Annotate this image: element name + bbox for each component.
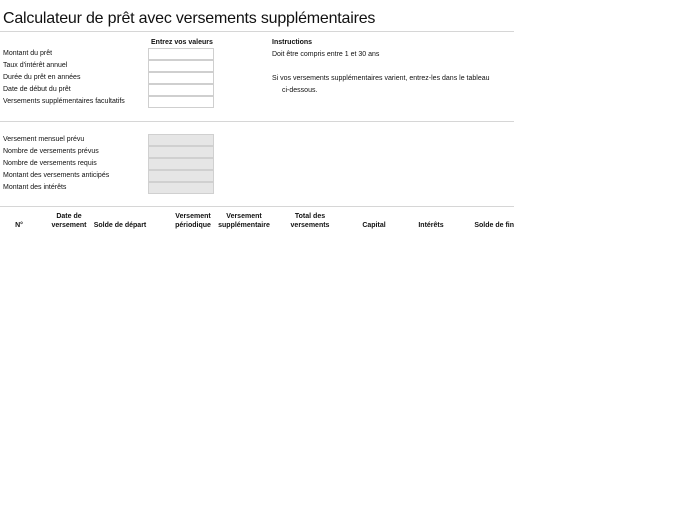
instruction-extra-payments: Si vos versements supplémentaires varient, entrez-les dans le tableau xyxy=(272,75,490,82)
total-interest-label: Montant des intérêts xyxy=(3,184,67,191)
col-header-principal-line1 xyxy=(356,212,392,221)
col-header-number-line1 xyxy=(12,212,26,221)
col-header-number xyxy=(12,212,26,230)
col-header-payment-date xyxy=(48,212,90,230)
interest-rate-label: Taux d'intérêt annuel xyxy=(3,62,68,69)
col-header-extra-payment-line2: supplémentaire xyxy=(218,222,270,229)
col-header-interest-line2: Intérêts xyxy=(418,222,444,229)
col-header-total-payment xyxy=(284,212,336,230)
col-header-payment-date-line1: Date de xyxy=(56,213,82,220)
col-header-ending-balance-line2: Solde de fin xyxy=(474,222,514,229)
scheduled-payments-label: Nombre de versements prévus xyxy=(3,148,99,155)
early-payments-value xyxy=(148,170,214,182)
start-date-input[interactable] xyxy=(148,84,214,96)
extra-payments-input[interactable] xyxy=(148,96,214,108)
instructions-header: Instructions xyxy=(272,39,313,46)
col-header-principal xyxy=(356,212,392,230)
loan-amount-input[interactable] xyxy=(148,48,214,60)
required-payments-label: Nombre de versements requis xyxy=(3,160,97,167)
col-header-scheduled-payment-line1: Versement xyxy=(175,213,211,220)
instruction-term-range: Doit être compris entre 1 et 30 ans xyxy=(272,51,380,58)
scheduled-payments-value xyxy=(148,146,214,158)
monthly-payment-value xyxy=(148,134,214,146)
interest-rate-input[interactable] xyxy=(148,60,214,72)
col-header-ending-balance xyxy=(462,212,514,230)
col-header-ending-balance-line1 xyxy=(462,212,514,221)
extra-payments-label: Versements supplémentaires facultatifs xyxy=(3,98,125,105)
schedule-divider xyxy=(0,206,514,207)
col-header-scheduled-payment xyxy=(170,212,216,230)
col-header-scheduled-payment-line2: périodique xyxy=(175,222,211,229)
loan-term-input[interactable] xyxy=(148,72,214,84)
page-title: Calculateur de prêt avec versements supplémentaires xyxy=(3,10,376,27)
instruction-extra-payments-cont: ci-dessous. xyxy=(282,87,318,94)
col-header-beginning-balance-line1 xyxy=(90,212,150,221)
col-header-payment-date-line2: versement xyxy=(51,222,87,229)
title-divider xyxy=(0,31,514,32)
col-header-beginning-balance-line2: Solde de départ xyxy=(93,222,147,229)
monthly-payment-label: Versement mensuel prévu xyxy=(3,136,85,143)
required-payments-value xyxy=(148,158,214,170)
early-payments-label: Montant des versements anticipés xyxy=(3,172,110,179)
col-header-beginning-balance xyxy=(90,212,150,230)
col-header-extra-payment xyxy=(216,212,272,230)
total-interest-value xyxy=(148,182,214,194)
loan-amount-label: Montant du prêt xyxy=(3,50,53,57)
start-date-label: Date de début du prêt xyxy=(3,86,71,93)
section-divider xyxy=(0,121,514,122)
col-header-interest-line1 xyxy=(412,212,450,221)
col-header-total-payment-line1: Total des xyxy=(294,213,326,220)
input-section-header: Entrez vos valeurs xyxy=(151,39,213,46)
col-header-number-line2: N° xyxy=(15,222,23,229)
col-header-principal-line2: Capital xyxy=(362,222,386,229)
col-header-total-payment-line2: versements xyxy=(290,222,330,229)
col-header-interest xyxy=(412,212,450,230)
loan-term-label: Durée du prêt en années xyxy=(3,74,81,81)
col-header-extra-payment-line1: Versement xyxy=(226,213,262,220)
